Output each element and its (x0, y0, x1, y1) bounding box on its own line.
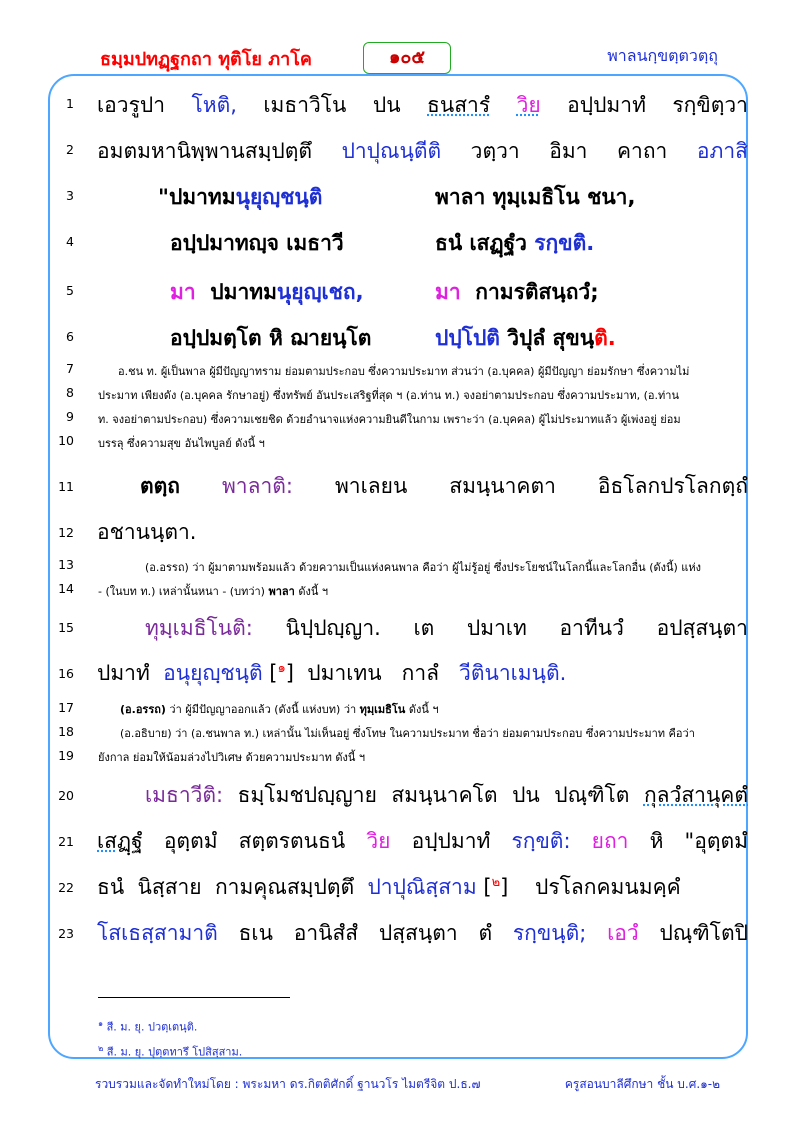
translation-line-7: อ.ชน ท. ผู้เป็นพาล ผู้มีปัญญาทราม ย่อมตามประกอบ ซึ่งความประมาท ส่วนว่า (อ.บุคคล) ผู้มีปัญญา ย่อมรักษา ซึ่งความไม่ (118, 365, 690, 378)
word: (อ.อรรถ) (120, 703, 166, 716)
word: พาลาติ: (221, 474, 293, 498)
footer-author: รวบรวมและจัดทำใหม่โดย : พระมหา ดร.กิตติศักดิ์ ฐานวโร ไมตรีจิต ป.ธ.๗ (95, 1077, 481, 1091)
word: ทุมฺเมธิโน (359, 703, 406, 716)
word: รกฺขิตฺวา (672, 93, 748, 117)
word: ปาปุณิสฺสาม (367, 875, 477, 899)
line-number: 16 (58, 666, 74, 681)
line-number: 2 (66, 142, 74, 157)
word: ตํ (478, 921, 493, 945)
word: รกฺขนฺติ; (512, 921, 587, 945)
verse-line-5-right (435, 276, 599, 309)
word: ธมฺโมชปญฺญาย (237, 783, 377, 807)
translation-line-8: ประมาท เพียงดัง (อ.บุคคล รักษาอยู่) ซึ่งทรัพย์ อันประเสริฐที่สุด ฯ (อ.ท่าน ท.) จงอย่าตามประกอบ ซึ่งความประมาท, (อ.ท่าน (98, 389, 679, 402)
word: ปณฺฑิโต (554, 783, 630, 807)
footnote-ref[interactable]: ๒ (491, 875, 501, 890)
line-number: 7 (66, 361, 74, 376)
line-number: 8 (66, 385, 74, 400)
translation-line-13: (อ.อรรถ) ว่า ผู้มาตามพร้อมแล้ว ด้วยความเป็นแห่งคนพาล คือว่า ผู้ไม่รู้อยู่ ซึ่งประโยชน์ในโลกนี้และโลกอื่น (ดังนี้) แห่ง (145, 561, 702, 574)
text-line-1 (97, 89, 748, 122)
translation-line-18: (อ.อธิบาย) ว่า (อ.ชนพาล ท.) เหล่านั้น ไม่เห็นอยู่ ซึ่งโทษ ในความประมาท ชื่อว่า ย่อมตามประกอบ ซึ่งความประมาท คือว่า (120, 727, 695, 740)
word: ธเน (238, 921, 273, 945)
word: รกฺขติ. (534, 231, 595, 255)
word: ปมาทํ (97, 661, 164, 685)
word: ปมาเท (466, 616, 527, 640)
text-line-15 (145, 612, 748, 645)
text-line-20 (145, 779, 748, 812)
word: วิย (516, 93, 541, 117)
word: วิย (366, 829, 391, 853)
word: อิมา (549, 139, 588, 163)
word: อมตมหานิพฺพานสมฺปตฺตึ (97, 139, 313, 163)
word: เต (413, 616, 435, 640)
verse-line-4-right (435, 227, 594, 260)
word: วิปุลํ สุขนฺ (507, 326, 595, 350)
story-title: พาลนกฺขตฺตวตฺถุ (607, 46, 718, 65)
page-footer (95, 1075, 720, 1094)
line-number: 23 (58, 926, 74, 941)
text-line-11 (140, 470, 748, 503)
word: [ (476, 875, 492, 899)
word: ปน (512, 783, 540, 807)
translation-line-17 (120, 700, 748, 718)
line-number: 22 (58, 880, 74, 895)
word: ธนํ เสฏฺฐํว (435, 231, 527, 255)
word: รกฺขติ: (511, 829, 571, 853)
text-line-23 (97, 917, 748, 950)
word: มา (170, 280, 196, 304)
word: ธนํ นิสฺสาย กามคุณสมฺปตฺตึ (97, 875, 368, 899)
translation-line-9: ท. จงอย่าตามประกอบ) ซึ่งความเชยชิด ด้วยอำนาจแห่งความยินดีในกาม เพราะว่า (อ.บุคคล) ผู้ไม่ประมาทแล้ว ผู้เพ่งอยู่ ย่อม (98, 413, 681, 426)
word: ตตฺถ (140, 474, 180, 498)
word: พาเลยน (334, 474, 408, 498)
book-title: ธมฺมปทฏฺฐกถา ทุติโย ภาโค (100, 49, 312, 70)
word: กามรติสนฺถวํ; (475, 280, 599, 304)
text-line-12: อชานนฺตา. (97, 520, 197, 544)
word: หิ (649, 829, 664, 853)
word: ธนสารํ (427, 93, 491, 117)
word: เสฏฺฐํ (97, 829, 143, 853)
word: ปมาทม (210, 280, 277, 304)
word: ดังนี้ ฯ (294, 585, 329, 598)
line-number: 3 (66, 188, 74, 203)
text-line-21 (97, 825, 748, 858)
word: อานิสํสํ (293, 921, 359, 945)
word: ติ. (594, 326, 616, 350)
word: เอวรูปา (97, 93, 165, 117)
word: วตฺวา (470, 139, 520, 163)
verse-line-3-right: พาลา ทุมฺเมธิโน ชนา, (435, 185, 636, 209)
footnote-1 (98, 1017, 197, 1036)
word: นุยุญฺชนฺติ (235, 185, 323, 209)
word: อปฺปมาทํ (411, 829, 491, 853)
line-number: 12 (58, 525, 74, 540)
word: อปฺปมาทํ (567, 93, 646, 117)
text-line-16 (97, 657, 566, 690)
line-number: 6 (66, 329, 74, 344)
word: ปปฺโปติ (435, 326, 500, 350)
word: เมธาวิโน (263, 93, 347, 117)
word: อุตฺตมํ (163, 829, 218, 853)
word: "อุตฺตมํ (684, 829, 748, 853)
translation-line-10: บรรลุ ซึ่งความสุข อันไพบูลย์ ดังนี้ ฯ (98, 437, 265, 450)
line-number: 10 (58, 433, 74, 448)
verse-line-4-left: อปฺปมาทญฺจ เมธาวี (170, 231, 344, 255)
line-number: 19 (58, 748, 74, 763)
line-number: 11 (58, 479, 74, 494)
word: ยถา (591, 829, 629, 853)
line-number: 14 (58, 581, 74, 596)
word: ทุมฺเมธิโนติ: (145, 616, 253, 640)
line-number: 1 (66, 96, 74, 111)
word: ปณฺฑิโตปิ (659, 921, 748, 945)
word: สตฺตรตนธนํ (238, 829, 346, 853)
word: อาทีนวํ (559, 616, 624, 640)
word: ดังนี้ ฯ (405, 703, 439, 716)
text-line-22 (97, 871, 681, 904)
word: กุลวํสานุคตํ (643, 783, 748, 807)
footnote-mark: ๒ (98, 1044, 104, 1053)
verse-line-6-right (435, 322, 616, 355)
word: [ (262, 661, 278, 685)
verse-line-5-left (170, 276, 364, 309)
word: อปสฺสนฺตา (656, 616, 748, 640)
footnote-ref[interactable]: ๑ (277, 661, 286, 676)
footnote-mark: ๑ (98, 1019, 104, 1028)
text-line-2 (97, 135, 748, 168)
translation-line-19: ยังกาล ย่อมให้น้อมล่วงไปวิเศษ ด้วยความประมาท ดังนี้ ฯ (98, 751, 366, 764)
line-number: 4 (66, 234, 74, 249)
page-header (0, 0, 800, 70)
word: โสเธสฺสามาติ (97, 921, 218, 945)
footnote-text: สี. ม. ยุ. ปวตฺเตนฺติ. (106, 1020, 198, 1034)
line-number: 17 (58, 700, 74, 715)
verse-line-3-left (158, 181, 322, 214)
word: ว่า ผู้มีปัญญาออกแล้ว (ดังนี้ แห่งบท) ว่า (165, 703, 360, 716)
footer-course: ครูสอนบาลีศึกษา ชั้น บ.ศ.๑-๒ (564, 1077, 720, 1091)
word: อิธโลกปรโลกตฺถํ (597, 474, 748, 498)
word: มา (435, 280, 461, 304)
line-number: 9 (66, 409, 74, 424)
word: สมนฺนาคตา (449, 474, 556, 498)
word: นุยุญฺเชถ, (276, 280, 364, 304)
footnote-rule (98, 997, 290, 998)
word: วีตินาเมนฺติ. (459, 661, 567, 685)
line-number: 15 (58, 620, 74, 635)
page-number: ๑๐๕ (363, 42, 451, 74)
word: ] ปรโลกคมนมคฺคํ (500, 875, 681, 899)
verse-line-6-left: อปฺปมตฺโต หิ ฌายนฺโต (170, 326, 372, 350)
line-number: 21 (58, 834, 74, 849)
word: เมธาวีติ: (145, 783, 224, 807)
footnote-text: สี. ม. ยุ. ปุตฺตทารึ โปสิสฺสาม. (106, 1045, 243, 1059)
word: โหติ, (191, 93, 237, 117)
word: นิปฺปญฺญา. (285, 616, 381, 640)
word: สมนฺนาคโต (391, 783, 498, 807)
word: พาลา (268, 585, 295, 598)
word: อนุยุญฺชนฺติ (163, 661, 263, 685)
line-number: 5 (66, 283, 74, 298)
word: คาถา (617, 139, 668, 163)
line-number: 18 (58, 724, 74, 739)
word: เอวํ (607, 921, 639, 945)
line-number: 13 (58, 557, 74, 572)
translation-line-14 (98, 582, 748, 600)
line-number: 20 (58, 788, 74, 803)
word: อภาสิ (696, 139, 748, 163)
footnote-2 (98, 1042, 242, 1061)
word: - (ในบท ท.) เหล่านั้นหนา - (บทว่า) (98, 585, 269, 598)
word: ปสฺสนฺตา (378, 921, 458, 945)
word: ] ปมาเทน กาลํ (285, 661, 460, 685)
word: "ปมาทม (158, 185, 236, 209)
word: ปน (372, 93, 401, 117)
word: ปาปุณนฺตีติ (341, 139, 442, 163)
